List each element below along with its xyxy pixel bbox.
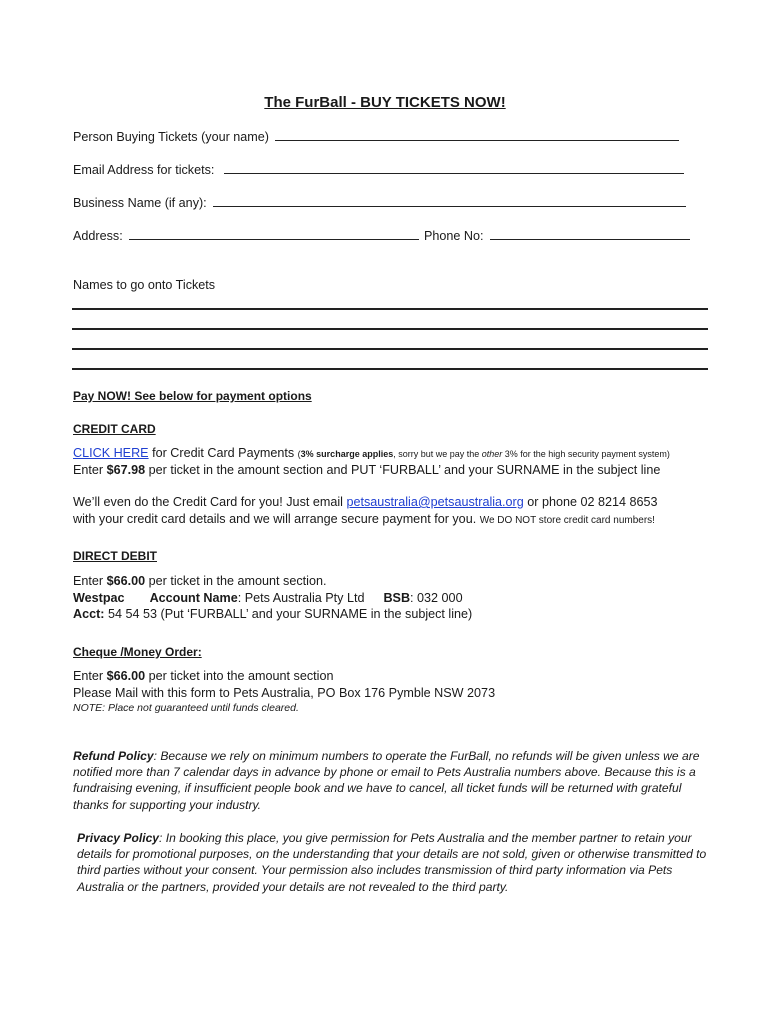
privacy-policy: Privacy Policy: In booking this place, you give permission for Pets Australia and the member partner to retain your details for promotional purposes, on the understanding that your details are not sold, given or otherwise transmitted to third parties without your consent. Your permission also includes transmission of third party information via Pets Australia or the partners, provided your details are not revealed to the third party. bbox=[77, 831, 707, 894]
ticket-name-line[interactable] bbox=[72, 348, 708, 350]
email-input-line[interactable] bbox=[224, 162, 684, 174]
credit-amount: $67.98 bbox=[106, 463, 146, 477]
person-input-line[interactable] bbox=[275, 129, 679, 141]
mail-line: Please Mail with this form to Pets Australia, PO Box 176 Pymble NSW 2073 bbox=[73, 686, 496, 700]
direct-debit-heading: DIRECT DEBIT bbox=[73, 549, 157, 563]
click-here-link[interactable]: CLICK HERE bbox=[73, 446, 149, 460]
ticket-name-line[interactable] bbox=[72, 308, 708, 310]
ticket-name-line[interactable] bbox=[72, 328, 708, 330]
debit-enter-line: Enter $66.00 per ticket in the amount section. bbox=[73, 574, 327, 588]
refund-policy: Refund Policy: Because we rely on minimum numbers to operate the FurBall, no refunds will be given unless we are notified more than 7 calendar days in advance by phone or email to Pets Australia numbers above. Because this is a fundraising evening, if insufficient people book and we have to cancel, all ticket funds will be returned with grateful thanks for supporting your industry. bbox=[73, 749, 700, 812]
person-label: Person Buying Tickets (your name) bbox=[73, 130, 269, 144]
credit-details-line: with your credit card details and we will arrange secure payment for you. We DO NOT store credit card numbers! bbox=[73, 512, 655, 526]
pay-now-heading: Pay NOW! See below for payment options bbox=[73, 389, 312, 403]
cheque-heading: Cheque /Money Order: bbox=[73, 645, 202, 659]
business-field bbox=[73, 195, 686, 211]
cheque-amount: $66.00 bbox=[106, 669, 146, 683]
email-label: Email Address for tickets: bbox=[73, 163, 215, 177]
address-input-line[interactable] bbox=[129, 228, 419, 240]
debit-amount: $66.00 bbox=[106, 574, 146, 588]
refund-label: Refund Policy bbox=[73, 749, 154, 763]
surcharge-note: (3% surcharge applies, sorry but we pay the other 3% for the high security payment system) bbox=[297, 449, 670, 459]
page-title: The FurBall - BUY TICKETS NOW! bbox=[264, 94, 506, 111]
cheque-enter-line: Enter $66.00 per ticket into the amount section bbox=[73, 669, 334, 683]
address-label: Address: bbox=[73, 229, 123, 243]
email-link[interactable]: petsaustralia@petsaustralia.org bbox=[346, 495, 524, 509]
business-input-line[interactable] bbox=[213, 195, 686, 207]
email-field bbox=[73, 162, 684, 178]
privacy-label: Privacy Policy bbox=[77, 831, 160, 845]
phone-field bbox=[424, 228, 690, 244]
credit-for-payments: for Credit Card Payments bbox=[148, 446, 298, 460]
bank-line: Westpac Account Name: Pets Australia Pty Ltd BSB: 032 000 bbox=[73, 591, 463, 605]
acct-line: Acct: 54 54 53 (Put ‘FURBALL’ and your SURNAME in the subject line) bbox=[73, 607, 473, 621]
bank-name: Westpac bbox=[73, 591, 125, 605]
credit-enter-line: Enter $67.98 per ticket in the amount section and PUT ‘FURBALL’ and your SURNAME in the subject line bbox=[73, 463, 661, 477]
business-label: Business Name (if any): bbox=[73, 196, 207, 210]
credit-card-heading: CREDIT CARD bbox=[73, 422, 156, 436]
no-store-note: We DO NOT store credit card numbers! bbox=[479, 515, 655, 526]
ticket-name-line[interactable] bbox=[72, 368, 708, 370]
credit-card-line bbox=[73, 445, 670, 462]
phone-input-line[interactable] bbox=[490, 228, 690, 240]
address-field bbox=[73, 228, 419, 244]
credit-email-line: We’ll even do the Credit Card for you! Just email petsaustralia@petsaustralia.org or phone 02 8214 8653 bbox=[73, 495, 658, 509]
names-label: Names to go onto Tickets bbox=[73, 278, 216, 292]
funds-note: NOTE: Place not guaranteed until funds cleared. bbox=[73, 702, 299, 714]
person-field bbox=[73, 129, 679, 145]
phone-label: Phone No: bbox=[424, 229, 484, 243]
